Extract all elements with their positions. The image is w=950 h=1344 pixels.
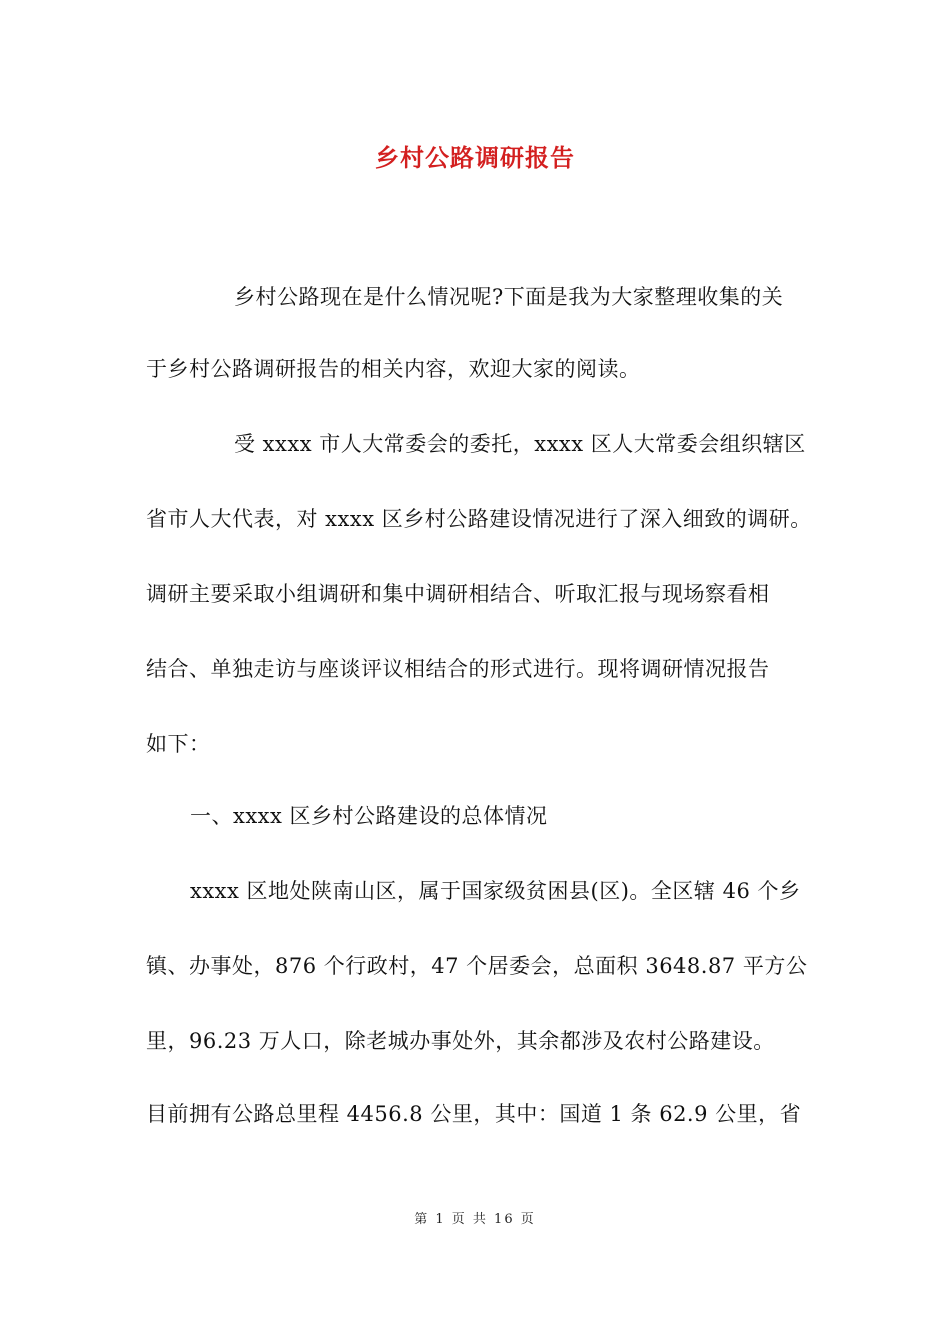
paragraph-line: 乡村公路现在是什么情况呢?下面是我为大家整理收集的关 xyxy=(234,285,784,309)
paragraph-line: 里，96.23 万人口，除老城办事处外，其余都涉及农村公路建设。 xyxy=(146,1029,775,1053)
paragraph-line: 调研主要采取小组调研和集中调研相结合、听取汇报与现场察看相 xyxy=(146,582,770,606)
paragraph-line: 省市人大代表，对 xxxx 区乡村公路建设情况进行了深入细致的调研。 xyxy=(146,507,812,531)
paragraph-line: 于乡村公路调研报告的相关内容，欢迎大家的阅读。 xyxy=(146,357,641,381)
section-heading: 一、xxxx 区乡村公路建设的总体情况 xyxy=(190,804,548,828)
page-number-footer: 第 1 页 共 16 页 xyxy=(414,1212,536,1227)
paragraph-line: 结合、单独走访与座谈评议相结合的形式进行。现将调研情况报告 xyxy=(146,657,770,681)
paragraph-line: 受 xxxx 市人大常委会的委托，xxxx 区人大常委会组织辖区 xyxy=(234,432,806,456)
paragraph-line: 如下： xyxy=(146,732,211,756)
paragraph-line: xxxx 区地处陕南山区，属于国家级贫困县(区)。全区辖 46 个乡 xyxy=(190,879,801,903)
paragraph-line: 目前拥有公路总里程 4456.8 公里，其中：国道 1 条 62.9 公里，省 xyxy=(146,1102,802,1126)
paragraph-line: 镇、办事处，876 个行政村，47 个居委会，总面积 3648.87 平方公 xyxy=(146,954,808,978)
page-title: 乡村公路调研报告 xyxy=(375,144,575,172)
